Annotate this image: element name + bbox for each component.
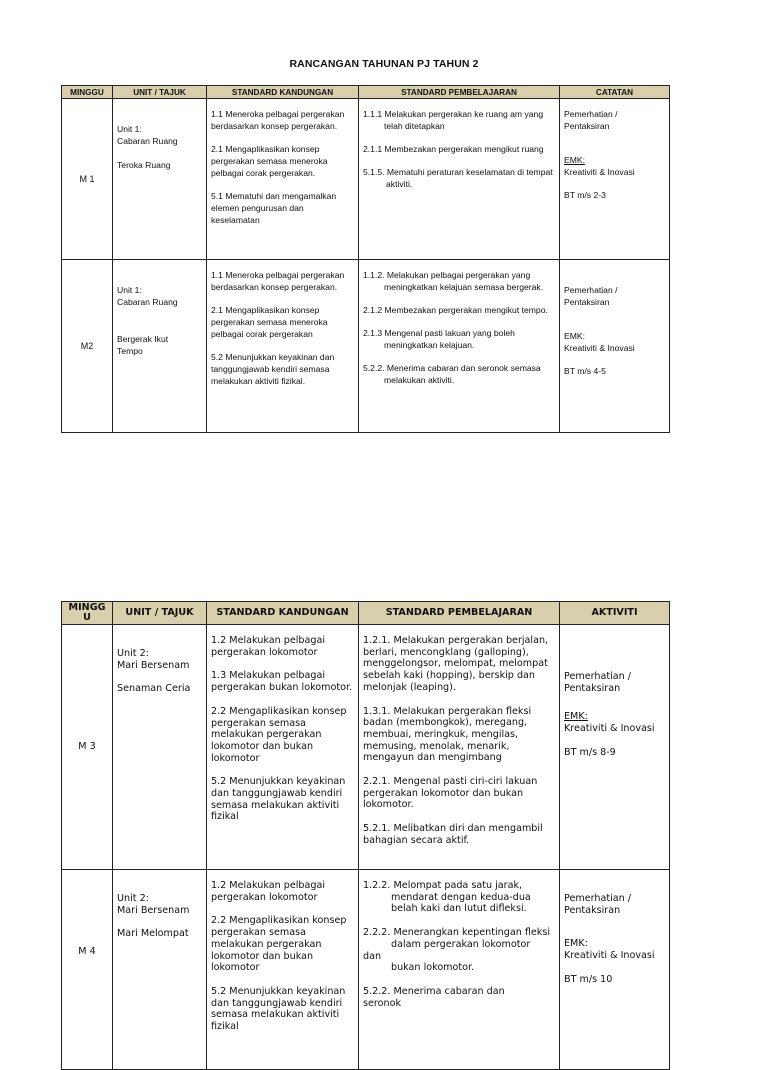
learning-standard-item: 2.1.2 Membezakan pergerakan mengikut tempo. — [363, 305, 548, 315]
learning-standard-text: seronok — [363, 997, 402, 1009]
learning-standard-item: 2.1.1 Membezakan pergerakan mengikut ruang — [363, 144, 544, 154]
content-standard-item: 5.2 Menunjukkan keyakinan dan tanggungjawab kendiri semasa melakukan aktiviti fizikal — [211, 776, 346, 823]
learning-standard-item: 5.1.5. Mematuhi peraturan keselamatan di tempat aktiviti. — [363, 167, 553, 189]
emk-value: Kreativiti & Inovasi — [564, 167, 635, 177]
unit-name: Mari Bersenam — [117, 659, 190, 671]
header-week: MINGG U — [62, 602, 113, 625]
content-standard-item: 1.2 Melakukan pelbagai pergerakan lokomotor — [211, 880, 326, 903]
unit-number: Unit 2: — [117, 648, 149, 659]
learning-standard-item: 1.1.2. Melakukan pelbagai pergerakan yang meningkatkan kelajuan semasa bergerak. — [363, 270, 544, 292]
textbook-pages: BT m/s 2-3 — [564, 190, 606, 200]
topic-name: Bergerak Ikut Tempo — [117, 334, 169, 356]
learning-standard-text: 2.2.2. Menerangkan kepentingan fleksi — [363, 927, 551, 939]
table-row — [62, 260, 670, 433]
header-activity: AKTIVITI — [560, 602, 670, 625]
notes-cell — [560, 99, 670, 260]
unit-cell — [113, 99, 207, 260]
content-standard-item: 2.1 Mengaplikasikan konsep pergerakan semasa meneroka pelbagai corak pergerakan. — [211, 144, 328, 178]
unit-name: Cabaran Ruang — [117, 136, 178, 146]
standard-content-cell — [207, 870, 359, 1070]
topic-name: Teroka Ruang — [117, 160, 171, 170]
header-unit: UNIT / TAJUK — [113, 602, 207, 625]
learning-standard-text: bukan lokomotor. — [391, 962, 475, 974]
unit-cell — [113, 260, 207, 433]
content-standard-item: 1.1 Meneroka pelbagai pergerakan berdasarkan konsep pergerakan. — [211, 270, 345, 292]
header-week: MINGGU — [62, 86, 113, 99]
header-standard-content: STANDARD KANDUNGAN — [207, 86, 359, 99]
emk-label: EMK: — [564, 155, 586, 165]
yearly-plan-table-1 — [61, 85, 670, 433]
learning-standard-item — [363, 880, 555, 915]
learning-standard-item: 5.2.2. Menerima cabaran dan seronok semasa melakukan aktiviti. — [363, 363, 541, 385]
assessment-note: Pemerhatian / Pentaksiran — [564, 109, 618, 131]
week-cell: M2 — [62, 260, 113, 433]
yearly-plan-table-2 — [61, 601, 670, 1070]
table-row — [62, 870, 670, 1070]
learning-standard-cell — [359, 625, 560, 870]
content-standard-item: 2.2 Mengaplikasikan konsep pergerakan semasa melakukan pergerakan lokomotor dan bukan lokomotor — [211, 915, 347, 974]
unit-number: Unit 1: — [117, 124, 142, 134]
learning-standard-item: 2.1.3 Mengenal pasti lakuan yang boleh meningkatkan kelajuan. — [363, 328, 515, 350]
header-notes: CATATAN — [560, 86, 670, 99]
emk-label: EMK: — [564, 938, 588, 950]
learning-standard-text: dan — [363, 950, 382, 962]
content-standard-item: 1.3 Melakukan pelbagai pergerakan bukan lokomotor. — [211, 670, 353, 694]
activity-cell — [560, 870, 670, 1070]
content-standard-item: 5.1 Mematuhi dan mengamalkan elemen pengurusan dan keselamatan — [211, 191, 337, 225]
content-standard-item: 2.1 Mengaplikasikan konsep pergerakan semasa meneroka pelbagai corak pergerakan — [211, 305, 328, 339]
learning-standard-item: 1.3.1. Melakukan pergerakan fleksi badan (membongkok), meregang, membuai, meringkuk, mengilas, memusing, menolak, menarik, mengayun dan mengimbang — [363, 705, 532, 764]
learning-standard-item — [363, 927, 555, 974]
learning-standard-text: 5.2.2. Menerima cabaran dan — [363, 985, 505, 997]
learning-standard-cell — [359, 260, 560, 433]
unit-number: Unit 1: — [117, 285, 142, 295]
week-cell: M 1 — [62, 99, 113, 260]
activity-cell — [560, 625, 670, 870]
emk-label: EMK: — [564, 331, 586, 341]
learning-standard-cell — [359, 99, 560, 260]
assessment-note: Pemerhatian / Pentaksiran — [564, 671, 631, 694]
header-standard-content: STANDARD KANDUNGAN — [207, 602, 359, 625]
standard-content-cell — [207, 260, 359, 433]
notes-cell — [560, 260, 670, 433]
learning-standard-text: mendarat dengan kedua-dua belah kaki dan lutut difleksi. — [391, 891, 531, 915]
learning-standard-text: 1.2.2. Melompat pada satu jarak, — [363, 880, 523, 891]
textbook-pages: BT m/s 10 — [564, 973, 613, 985]
emk-value: Kreativiti & Inovasi — [564, 723, 655, 735]
learning-standard-item: 1.2.1. Melakukan pergerakan berjalan, berlari, mencongklang (galloping), menggelongsor, melompat, melompat sebelah kaki (hopping), berskip dan melonjak (leaping). — [363, 635, 549, 693]
content-standard-item: 1.1 Meneroka pelbagai pergerakan berdasarkan konsep pergerakan. — [211, 109, 345, 131]
learning-standard-cell — [359, 870, 560, 1070]
table-header-row — [62, 602, 670, 625]
header-learning-standard: STANDARD PEMBELAJARAN — [359, 602, 560, 625]
unit-number: Unit 2: — [117, 893, 149, 904]
content-standard-item: 1.2 Melakukan pelbagai pergerakan lokomotor — [211, 635, 326, 658]
learning-standard-text: dalam pergerakan lokomotor — [391, 938, 531, 950]
unit-name: Cabaran Ruang — [117, 297, 178, 307]
learning-standard-item: 1.1.1 Melakukan pergerakan ke ruang am yang telah ditetapkan — [363, 109, 544, 131]
textbook-pages: BT m/s 8-9 — [564, 746, 616, 758]
content-standard-item: 5.2 Menunjukkan keyakinan dan tanggungjawab kendiri semasa melakukan aktiviti fizikal. — [211, 352, 335, 386]
topic-name: Mari Melompat — [117, 928, 189, 940]
table-row — [62, 99, 670, 260]
emk-label: EMK: — [564, 711, 588, 723]
week-cell: M 3 — [62, 625, 113, 870]
learning-standard-item: 5.2.1. Melibatkan diri dan mengambil bahagian secara aktif. — [363, 823, 543, 846]
assessment-note: Pemerhatian / Pentaksiran — [564, 893, 631, 916]
learning-standard-item — [363, 986, 555, 1009]
header-unit: UNIT / TAJUK — [113, 86, 207, 99]
unit-cell — [113, 870, 207, 1070]
content-standard-item: 2.2 Mengaplikasikan konsep pergerakan semasa melakukan pergerakan lokomotor dan bukan lokomotor — [211, 705, 347, 764]
week-cell: M 4 — [62, 870, 113, 1070]
standard-content-cell — [207, 99, 359, 260]
learning-standard-item: 2.2.1. Mengenal pasti ciri-ciri lakuan pergerakan lokomotor dan bukan lokomotor. — [363, 776, 538, 811]
emk-value: Kreativiti & Inovasi — [564, 343, 635, 353]
textbook-pages: BT m/s 4-5 — [564, 366, 606, 376]
table-header-row — [62, 86, 670, 99]
header-learning-standard: STANDARD PEMBELAJARAN — [359, 86, 560, 99]
standard-content-cell — [207, 625, 359, 870]
unit-name: Mari Bersenam — [117, 904, 190, 916]
document-title: RANCANGAN TAHUNAN PJ TAHUN 2 — [289, 58, 479, 70]
content-standard-item: 5.2 Menunjukkan keyakinan dan tanggungjawab kendiri semasa melakukan aktiviti fizikal — [211, 985, 346, 1033]
unit-cell — [113, 625, 207, 870]
emk-value: Kreativiti & Inovasi — [564, 950, 655, 962]
assessment-note: Pemerhatian / Pentaksiran — [564, 285, 618, 307]
topic-name: Senaman Ceria — [117, 683, 191, 695]
table-row — [62, 625, 670, 870]
